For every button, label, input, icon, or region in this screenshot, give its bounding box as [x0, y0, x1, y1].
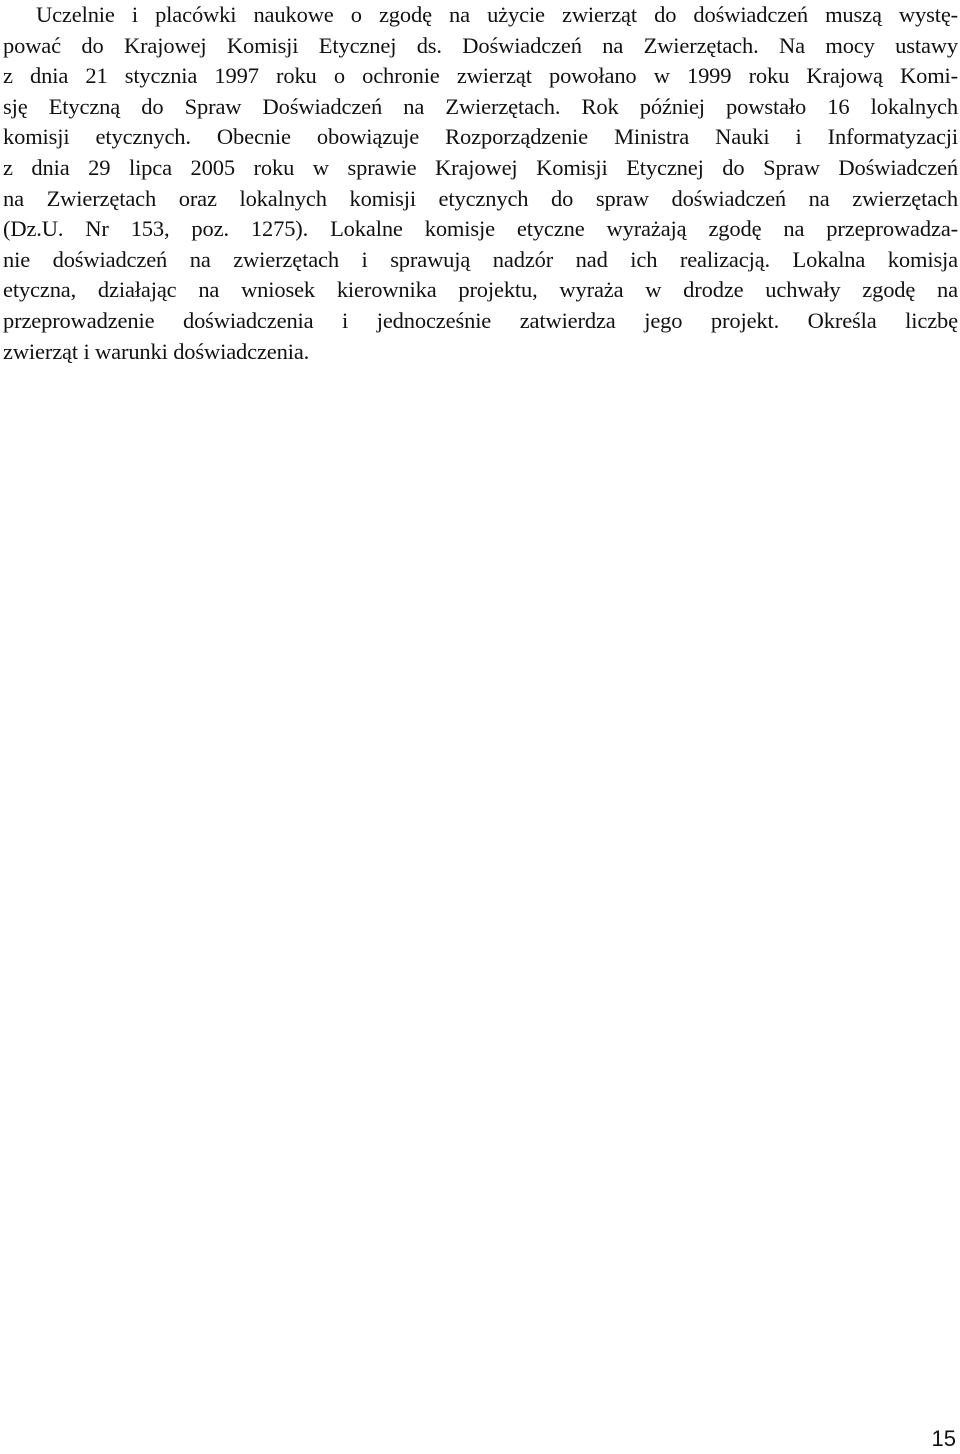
paragraph-line: z dnia 29 lipca 2005 roku w sprawie Krajowej Komisji Etycznej do Spraw Doświadczeń: [3, 154, 958, 180]
body-paragraph: [3, 0, 958, 367]
paragraph-line: komisji etycznych. Obecnie obowiązuje Rozporządzenie Ministra Nauki i Informatyzacji: [3, 124, 958, 150]
page-number: 15: [931, 1426, 956, 1451]
paragraph-line: Uczelnie i placówki naukowe o zgodę na użycie zwierząt do doświadczeń muszą wystę-: [36, 2, 958, 27]
paragraph-line: zwierząt i warunki doświadczenia.: [3, 338, 310, 364]
paragraph-line: etyczna, działając na wniosek kierownika projektu, wyraża w drodze uchwały zgodę na: [3, 277, 958, 303]
paragraph-line: nie doświadczeń na zwierzętach i sprawują nadzór nad ich realizacją. Lokalna komisja: [3, 246, 958, 272]
paragraph-line: z dnia 21 stycznia 1997 roku o ochronie zwierząt powołano w 1999 roku Krajową Komi-: [3, 63, 958, 89]
paragraph-line: na Zwierzętach oraz lokalnych komisji etycznych do spraw doświadczeń na zwierzętach: [3, 185, 958, 211]
paragraph-line: (Dz.U. Nr 153, poz. 1275). Lokalne komisje etyczne wyrażają zgodę na przeprowadza-: [3, 216, 958, 242]
paragraph-line: pować do Krajowej Komisji Etycznej ds. Doświadczeń na Zwierzętach. Na mocy ustawy: [3, 32, 958, 58]
paragraph-line: przeprowadzenie doświadczenia i jednocześnie zatwierdza jego projekt. Określa liczbę: [3, 307, 958, 333]
paragraph-line: sję Etyczną do Spraw Doświadczeń na Zwierzętach. Rok później powstało 16 lokalnych: [3, 93, 958, 119]
